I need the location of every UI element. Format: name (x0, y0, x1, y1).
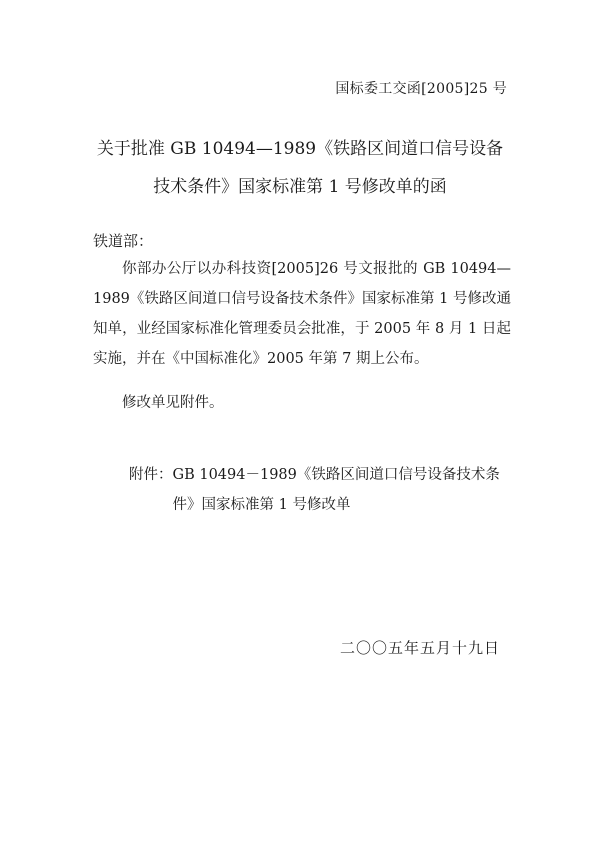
letter-body (93, 254, 511, 418)
document-title (60, 130, 540, 206)
attachment-text: GB 10494－1989《铁路区间道口信号设备技术条件》国家标准第 1 号修改单 (172, 467, 500, 513)
attachment-label: 附件： (129, 467, 173, 483)
title-line-2: 技术条件》国家标准第 1 号修改单的函 (153, 177, 447, 197)
attachment-block (93, 460, 513, 520)
salutation: 铁道部： (93, 232, 154, 250)
title-line-1: 关于批准 GB 10494—1989《铁路区间道口信号设备 (96, 139, 504, 159)
body-paragraph-2: 修改单见附件。 (122, 395, 224, 411)
document-date: 二〇〇五年五月十九日 (339, 639, 500, 657)
document-number: 国标委工交函[2005]25 号 (335, 81, 507, 97)
body-paragraph-1: 你部办公厅以办科技资[2005]26 号文报批的 GB 10494—1989《铁路区间道口信号设备技术条件》国家标准第 1 号修改通知单，业经国家标准化管理委员会批准，于 2005 年 8 月 1 日起实施，并在《中国标准化》2005 年第 7 期上公布。 (93, 261, 511, 367)
